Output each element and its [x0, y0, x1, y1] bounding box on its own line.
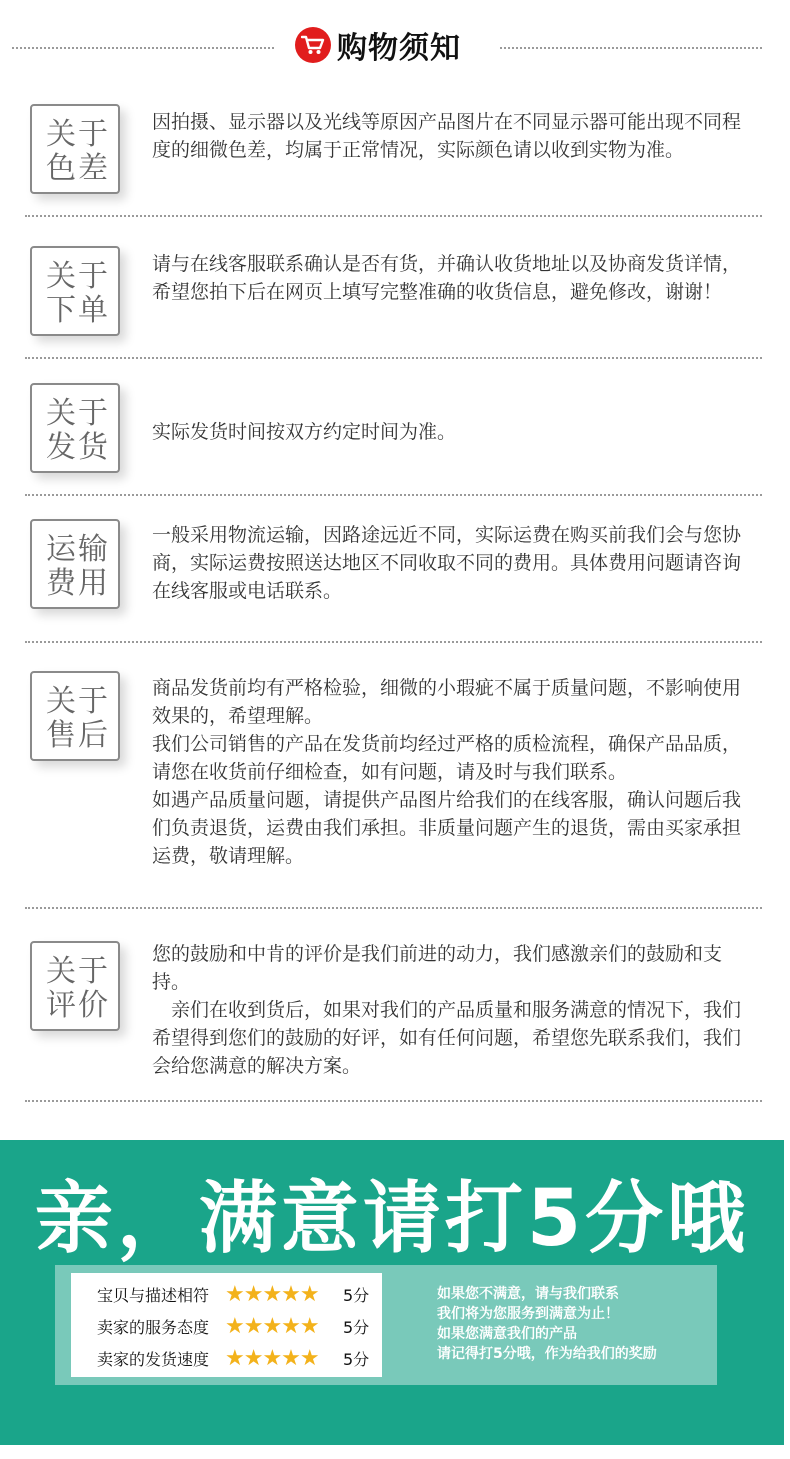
banner-message-line: 我们将为您服务到满意为止！: [437, 1306, 619, 1322]
rating-score: 5分: [343, 1317, 370, 1337]
header-title-group: [295, 24, 461, 66]
ratings-box: [71, 1273, 382, 1377]
rating-score: 5分: [343, 1285, 370, 1305]
section-label-line1: 关于: [46, 954, 110, 989]
star-icon: ★★★★★: [225, 1281, 319, 1307]
section-text: [152, 108, 752, 164]
section-paragraph: 因拍摄、显示器以及光线等原因产品图片在不同显示器可能出现不同程度的细微色差，均属于正常情况，实际颜色请以收到实物为准。: [152, 111, 742, 161]
page-header: [0, 0, 790, 90]
section-label-box: [30, 671, 120, 761]
section-divider: [25, 494, 762, 496]
section-paragraph: 实际发货时间按双方约定时间为准。: [152, 421, 457, 443]
section-text: [152, 418, 752, 446]
section-label-line2: 售后: [46, 718, 110, 753]
section-divider: [25, 357, 762, 359]
rating-label: 卖家的发货速度: [97, 1349, 210, 1369]
section-label-line1: 关于: [46, 684, 110, 719]
section-divider: [25, 641, 762, 643]
section-paragraph: 如遇产品质量问题，请提供产品图片给我们的在线客服，确认问题后我们负责退货，运费由我们承担。非质量问题产生的退货，需由买家承担运费，敬请理解。: [152, 789, 742, 867]
section-label-line2: 费用: [46, 566, 110, 601]
section-label-box: [30, 383, 120, 473]
section-divider: [25, 907, 762, 909]
section-label-box: [30, 941, 120, 1031]
banner-message-line: 如果您不满意，请与我们联系: [437, 1286, 619, 1302]
rating-row: [71, 1311, 382, 1341]
star-icon: ★★★★★: [225, 1345, 319, 1371]
section-paragraph: 您的鼓励和中肯的评价是我们前进的动力，我们感激亲们的鼓励和支持。: [152, 943, 723, 993]
banner-headline: 亲，满意请打5分哦: [34, 1174, 750, 1264]
rating-row: [71, 1279, 382, 1309]
section-paragraph: 我们公司销售的产品在发货前均经过严格的质检流程，确保产品品质，请您在收货前仔细检查，如有问题，请及时与我们联系。: [152, 733, 742, 783]
cart-icon: [295, 27, 331, 63]
section-label-line1: 关于: [46, 117, 110, 152]
page-title: 购物须知: [337, 31, 461, 66]
banner-message: [437, 1284, 707, 1364]
section-label-line2: 下单: [46, 293, 110, 328]
section-divider: [25, 1100, 762, 1102]
star-icon: ★★★★★: [225, 1313, 319, 1339]
section-paragraph: 商品发货前均有严格检验，细微的小瑕疵不属于质量问题，不影响使用效果的，希望理解。: [152, 677, 742, 727]
section-paragraph: 一般采用物流运输，因路途远近不同，实际运费在购买前我们会与您协商，实际运费按照送达地区不同收取不同的费用。具体费用问题请咨询在线客服或电话联系。: [152, 524, 742, 602]
rating-label: 卖家的服务态度: [97, 1317, 210, 1337]
rating-score: 5分: [343, 1349, 370, 1369]
section-text: [152, 521, 752, 605]
section-label-line2: 评价: [46, 988, 110, 1023]
rating-banner: [0, 1140, 784, 1445]
section-text: [152, 250, 752, 306]
section-text: [152, 940, 752, 1080]
section-label-line1: 运输: [46, 532, 110, 567]
header-divider-right: [500, 47, 762, 49]
section-divider: [25, 215, 762, 217]
section-label-box: [30, 246, 120, 336]
rating-row: [71, 1343, 382, 1373]
header-divider-left: [12, 47, 274, 49]
banner-panel: [55, 1265, 717, 1385]
section-label-line2: 发货: [46, 430, 110, 465]
section-text: [152, 674, 752, 870]
rating-label: 宝贝与描述相符: [97, 1285, 210, 1305]
section-label-line2: 色差: [46, 151, 110, 186]
section-label-box: [30, 519, 120, 609]
section-paragraph: 请与在线客服联系确认是否有货，并确认收货地址以及协商发货详情，希望您拍下后在网页上填写完整准确的收货信息，避免修改，谢谢！: [152, 253, 742, 303]
banner-message-line: 请记得打5分哦，作为给我们的奖励: [437, 1346, 657, 1362]
section-paragraph: 亲们在收到货后，如果对我们的产品质量和服务满意的情况下，我们希望得到您们的鼓励的好评，如有任何问题，希望您先联系我们，我们会给您满意的解决方案。: [152, 999, 742, 1077]
section-label-line1: 关于: [46, 259, 110, 294]
section-label-line1: 关于: [46, 396, 110, 431]
banner-message-line: 如果您满意我们的产品: [437, 1326, 577, 1342]
section-label-box: [30, 104, 120, 194]
